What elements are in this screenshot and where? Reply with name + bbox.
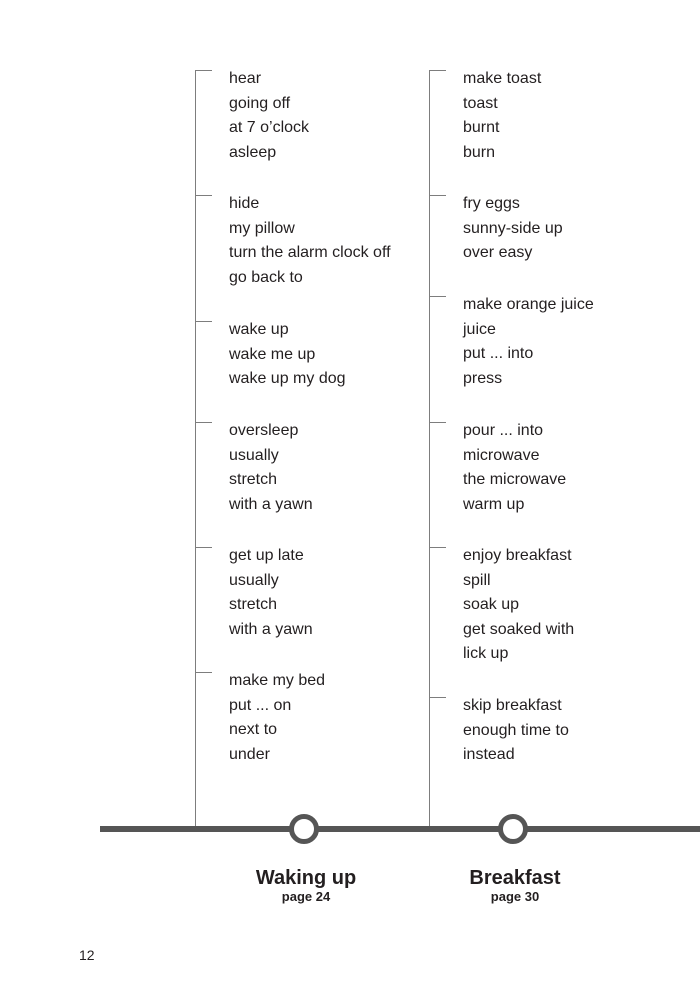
vocab-term: next to xyxy=(229,721,278,738)
vocab-term: hide xyxy=(229,195,260,212)
section-page-waking-up: page 24 xyxy=(281,889,331,904)
vocab-term: usually xyxy=(229,447,279,464)
vocab-term: fry eggs xyxy=(463,195,520,212)
vocab-term: enjoy breakfast xyxy=(463,547,572,564)
vocab-term: instead xyxy=(463,746,515,763)
vocab-term: stretch xyxy=(229,596,278,613)
vocab-term: asleep xyxy=(229,144,277,161)
vocab-term: lick up xyxy=(463,645,509,662)
vocab-term: burn xyxy=(463,144,496,161)
timeline-node-breakfast xyxy=(498,814,528,844)
timeline-node-waking-up xyxy=(289,814,319,844)
vocab-term: going off xyxy=(229,95,291,112)
vocab-term: toast xyxy=(463,95,498,112)
section-page-breakfast: page 30 xyxy=(490,889,540,904)
vocab-term: turn the alarm clock off xyxy=(229,244,391,261)
section-title-waking-up: Waking up xyxy=(255,867,357,889)
vocab-term: my pillow xyxy=(229,220,295,237)
vocab-term: skip breakfast xyxy=(463,697,562,714)
vocab-term: go back to xyxy=(229,269,303,286)
vocab-term: at 7 o’clock xyxy=(229,119,310,136)
vocab-term: enough time to xyxy=(463,722,569,739)
vocab-term: press xyxy=(463,370,503,387)
vocab-term: under xyxy=(229,746,270,763)
column-vertical-line xyxy=(429,70,430,829)
vocab-term: soak up xyxy=(463,596,520,613)
vocab-term: make my bed xyxy=(229,672,326,689)
vocab-term: make toast xyxy=(463,70,542,87)
page-number: 12 xyxy=(79,947,95,963)
vocab-term: stretch xyxy=(229,471,278,488)
vocab-term: over easy xyxy=(463,244,533,261)
section-title-breakfast: Breakfast xyxy=(469,867,561,889)
vocab-term: get soaked with xyxy=(463,621,575,638)
vocab-term: wake up xyxy=(229,321,289,338)
vocab-term: warm up xyxy=(463,496,525,513)
vocab-term: the microwave xyxy=(463,471,567,488)
vocab-term: wake me up xyxy=(229,346,316,363)
vocab-term: put ... into xyxy=(463,345,534,362)
vocab-term: burnt xyxy=(463,119,500,136)
timeline-bar xyxy=(100,826,700,832)
vocab-term: make orange juice xyxy=(463,296,594,313)
column-vertical-line xyxy=(195,70,196,829)
vocab-term: oversleep xyxy=(229,422,299,439)
vocab-term: spill xyxy=(463,572,491,589)
vocab-term: with a yawn xyxy=(229,621,313,638)
vocab-term: usually xyxy=(229,572,279,589)
vocab-term: microwave xyxy=(463,447,540,464)
vocab-term: sunny-side up xyxy=(463,220,563,237)
vocab-term: with a yawn xyxy=(229,496,313,513)
vocab-term: get up late xyxy=(229,547,304,564)
vocab-term: put ... on xyxy=(229,697,292,714)
vocab-term: wake up my dog xyxy=(229,370,346,387)
vocab-term: juice xyxy=(463,321,496,338)
vocab-term: pour ... into xyxy=(463,422,544,439)
vocab-term: hear xyxy=(229,70,262,87)
